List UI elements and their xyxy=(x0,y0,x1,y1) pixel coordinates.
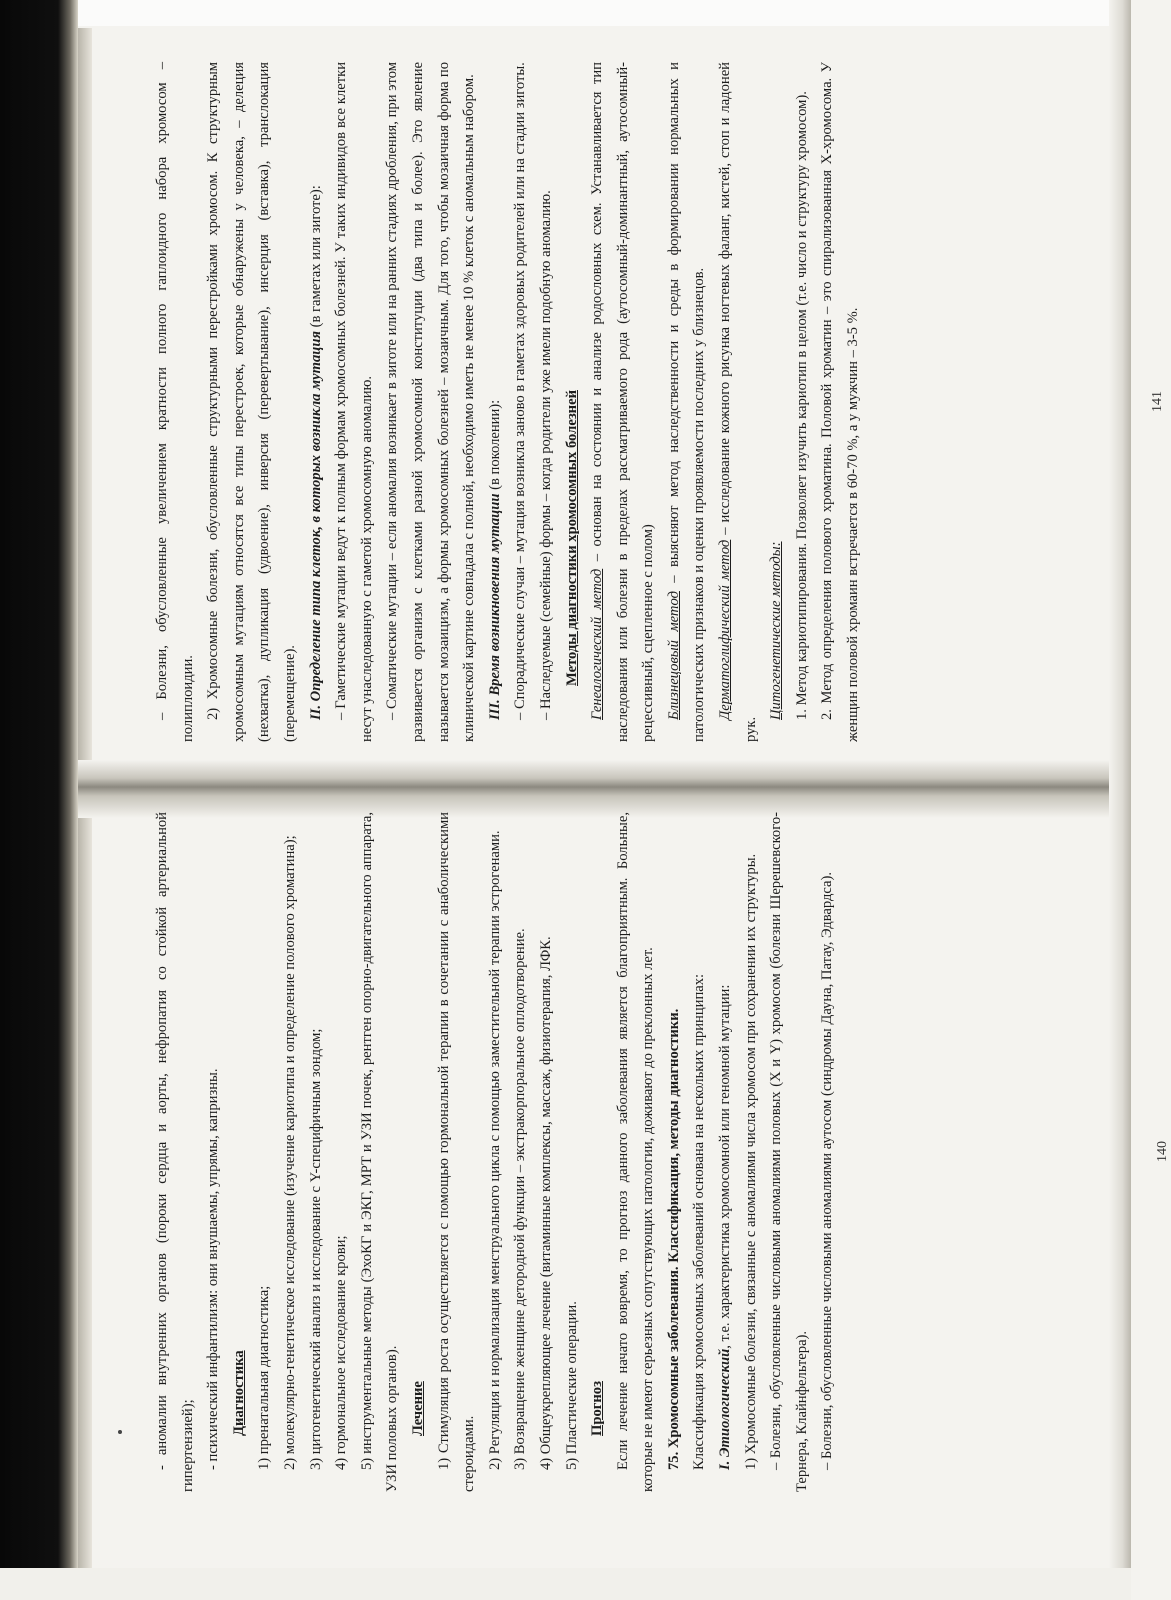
paragraph: 5) инструментальные методы (ЭхоКГ и ЭКГ, МРТ и УЗИ почек, рентген опорно-двигательного аппарата, УЗИ половых органов). xyxy=(358,812,401,1492)
paragraph: - аномалии внутренних органов (пороки сердца и аорты, нефропатия со стойкой артериальной гипертензией); xyxy=(154,812,196,1492)
paragraph-rest: , т.е. характеристика хромосомной или геномной мутации: xyxy=(717,984,734,1349)
page-141-rotated xyxy=(150,62,1165,742)
scan-bottom-margin xyxy=(0,1568,1131,1600)
subsection-heading-text: Диагностика xyxy=(230,1350,247,1436)
subsection-heading xyxy=(227,812,253,1492)
subsection-heading xyxy=(764,62,790,742)
paragraph: Классификация хромосомных заболеваний основана на нескольких принципах: xyxy=(691,973,708,1470)
paragraph: – Болезни, обусловленные увеличением кратности полного гаплоидного набора хромосом – полиплоидии. xyxy=(154,62,196,742)
paragraph: 2) Хромосомные болезни, обусловленные структурными перестройками хромосом. К структурным хромосомным мутациям относятся все типы перестроек, которые обнаружены у человека, – делеция (нехватка), дупликация (удвоение), инверсия (перевертывание), инсерция (вставка), транслокация (перемещение). xyxy=(205,62,298,742)
paragraph: 1) пренатальная диагностика; xyxy=(256,1285,273,1470)
paragraph: 1) Хромосомные болезни, связанные с аномалиями числа хромосом при сохранении их структуры. xyxy=(742,853,759,1470)
paragraph: 2) молекулярно-генетическое исследование (изучение кариотипа и определение полового хроматина); xyxy=(281,835,298,1470)
scanner-edge-shadow xyxy=(0,0,78,1600)
paragraph: 3) цитогенетический анализ и исследование с Y-специфичным зондом; xyxy=(307,1028,324,1470)
paragraph-lead: Генеалогический метод xyxy=(589,568,606,720)
paragraph xyxy=(713,812,739,1492)
page-140-text xyxy=(150,812,841,1492)
book-spine-gutter xyxy=(78,760,1131,818)
paragraph xyxy=(585,62,662,742)
section-heading: 75. Хромосомные заболевания. Классификация, методы диагностики. xyxy=(665,1008,682,1470)
page-141 xyxy=(150,62,1165,742)
subsection-heading-text: Методы диагностики хромосомных болезней xyxy=(563,390,580,686)
paragraph-rest: (в поколении): xyxy=(486,399,503,494)
paragraph xyxy=(483,62,509,742)
page-141-text xyxy=(150,62,867,742)
paragraph-rest: – основан на состоянии и анализе родословных схем. Устанавливается тип наследования или болезни в пределах рассматриваемого рода (аутосомный-доминантный, аутосомный-рецессивный, сцепленное с полом) xyxy=(589,62,657,742)
paragraph xyxy=(304,62,330,742)
paragraph: – Болезни, обусловленные числовыми аномалиями половых (X и Y) хромосом (болезни Шерешевского-Тернера, Клайнфельтера). xyxy=(768,812,810,1492)
page-number-140: 140 xyxy=(1155,1141,1170,1162)
paragraph: – Соматические мутации – если аномалия возникает в зиготе или на ранних стадиях дробления, при этом развивается организм с клетками разной хромосомной конституции (два типа и более). Это явление называется мозаицизм, а формы хромосомных болезней – мозаичным. Для того, чтобы мозаичная форма по клинической картине совпадала с полной, необходимо иметь не менее 10 % клеток с аномальным набором. xyxy=(384,62,478,742)
paragraph: 3) Возвращение женщине детородной функции – экстракорпоральное оплодотворение. xyxy=(512,928,529,1470)
paragraph-rest: – выясняют метод наследственности и среды в формировании нормальных и патологических признаков и оценки проявляемости последних у близнецов. xyxy=(665,62,708,742)
paragraph: 1. Метод кариотипирования. Позволяет изучить кариотип в целом (т.е. число и структуру хромосом). xyxy=(793,91,810,720)
paragraph xyxy=(713,62,764,742)
paragraph-lead: I. Этиологический xyxy=(717,1348,734,1470)
paragraph: 2) Регуляция и нормализация менструального цикла с помощью заместительной терапии эстрогенами. xyxy=(486,830,503,1470)
paragraph: – Болезни, обусловленные числовыми аномалиями аутосом (синдромы Дауна, Патау, Эдвардса). xyxy=(819,871,836,1470)
scan-right-edge xyxy=(1109,0,1131,1600)
scan-top-margin xyxy=(0,0,1131,26)
paragraph: Если лечение начато вовремя, то прогноз данного заболевания является благоприятным. Больные, которые не имеют серьезных сопутствующих патологии, доживают до преклонных лет. xyxy=(614,812,657,1492)
subsection-heading-text: Цитогенетические методы: xyxy=(768,541,785,720)
paragraph-lead: Дерматоглифический метод xyxy=(717,539,734,720)
paragraph-rest: (в гаметах или зиготе): xyxy=(307,185,324,331)
paragraph: 5) Пластические операции. xyxy=(563,1301,580,1470)
paragraph: – Наследуемые (семейные) формы – когда родители уже имели подобную аномалию. xyxy=(537,190,554,720)
subsection-heading xyxy=(560,62,586,742)
page-140 xyxy=(150,812,1170,1492)
paragraph: – Гаметические мутации ведут к полным формам хромосомных болезней. У таких индивидов все клетки несут унаследованную с гаметой хромосомную аномалию. xyxy=(333,62,375,742)
scan-speck xyxy=(118,1430,122,1434)
page-number-141: 141 xyxy=(1150,391,1165,412)
paragraph xyxy=(662,62,713,742)
paragraph-rest: – исследование кожного рисунка ногтевых фаланг, кистей, стоп и ладоней рук. xyxy=(717,62,759,742)
paragraph: 4) гормональное исследование крови; xyxy=(333,1235,350,1470)
paragraph: 1) Стимуляция роста осуществляется с помощью гормональной терапии в сочетании с анаболическими стероидами. xyxy=(435,812,478,1492)
paragraph: 4) Общеукрепляющее лечение (витаминные комплексы, массаж, физиотерапия, ЛФК. xyxy=(537,936,554,1470)
subsection-heading xyxy=(406,812,432,1492)
paragraph: - психический инфантилизм: они внушаемы, упрямы, капризны. xyxy=(205,1068,222,1470)
paragraph-lead: II. Определение типа клеток, в которых возникла мутация xyxy=(307,331,324,720)
paragraph: – Спорадические случаи – мутация возникла заново в гаметах здоровых родителей или на стадии зиготы. xyxy=(512,62,529,720)
subsection-heading-text: Лечение xyxy=(409,1381,426,1436)
page-140-rotated xyxy=(150,812,1170,1492)
paragraph: 2. Метод определения полового хроматина. Половой хроматин – это спирализованная X-хромосома. У женщин половой хромаин встречается в 60-70 %, а у мужчин – 3-5 %. xyxy=(819,62,862,742)
paragraph-lead: Близнецовый метод xyxy=(665,591,682,720)
paragraph-lead: III. Время возникновения мутации xyxy=(486,493,503,720)
subsection-heading-text: Прогноз xyxy=(589,1381,606,1436)
subsection-heading xyxy=(585,812,611,1492)
